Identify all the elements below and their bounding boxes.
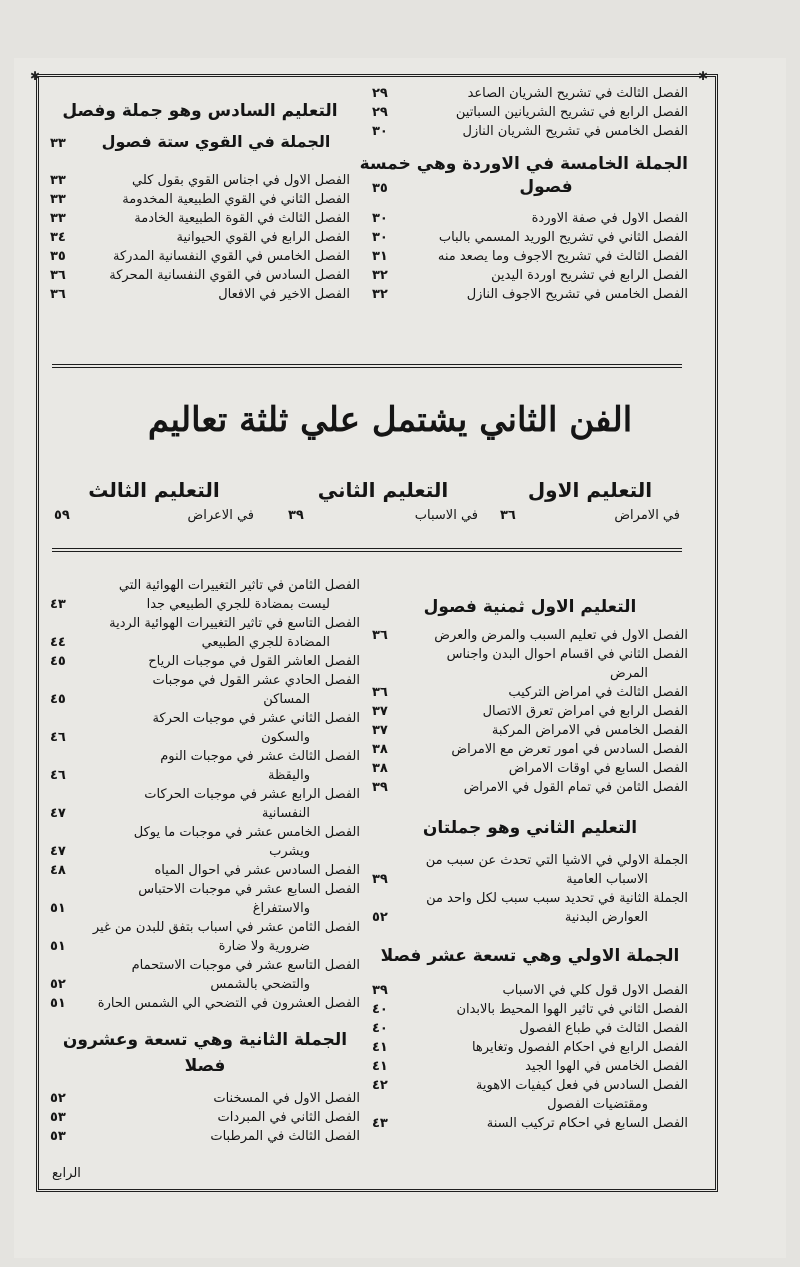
- toc-row: الفصل الثامن عشر في اسباب بتفق للبدن من غير: [92, 920, 360, 935]
- section-heading: التعليم الثاني وهو جملتان: [422, 818, 638, 838]
- toc-row: الفصل الرابع في القوي الحيوانية ٣٤: [50, 230, 350, 245]
- section-heading: الجملة الخامسة في الاوردة وهي خمسة: [359, 154, 688, 174]
- toc-row: الفصل التاسع في تاثير التغييرات الهوائية الردية: [109, 616, 360, 631]
- toc-row: الفصل الاول في المسخنات ٥٢: [50, 1091, 360, 1106]
- toc-row: ضرورية ولا ضارة ٥١: [50, 939, 310, 954]
- toc-row: الفصل الثالث في المرطبات ٥٣: [50, 1129, 360, 1144]
- corner-ornament: ✱: [30, 69, 41, 83]
- bottom-left-column: [50, 576, 360, 1146]
- bottom-right-column: [372, 594, 688, 1133]
- toc-row: النفسانية ٤٧: [50, 806, 310, 821]
- toc-row: الفصل الثالث في تشريح الشريان الصاعد ٢٩: [372, 86, 688, 101]
- toc-row: الفصل الخامس في تشريح الاجوف النازل ٣٢: [372, 287, 688, 302]
- toc-row: ليست بمضادة للجري الطبيعي جدا ٤٣: [50, 597, 330, 612]
- toc-row: الفصل السابع في احكام تركيب السنة ٤٣: [372, 1116, 688, 1131]
- section-divider: [52, 364, 682, 368]
- toc-row: الفصل الثاني في تشريح الوريد المسمي بالباب ٣٠: [372, 230, 688, 245]
- toc-row: الجملة الاولي في الاشيا التي تحدث عن سبب من: [425, 853, 688, 868]
- toc-row: المضادة للجري الطبيعي ٤٤: [50, 635, 330, 650]
- section-divider: [52, 548, 682, 552]
- part-title: الفن الثاني يشتمل علي ثلثة تعاليم: [147, 400, 633, 440]
- toc-row: الفصل الثالث عشر في موجبات النوم: [160, 749, 360, 764]
- toc-row: الفصل الثاني في القوي الطبيعية المخدومة ٣٣: [50, 192, 350, 207]
- toc-row: الفصل الخامس في القوي النفسانية المدركة ٣٥: [50, 249, 350, 264]
- toc-row: الفصل الاول في تعليم السبب والمرض والعرض ٣٦: [372, 628, 688, 643]
- toc-row: ويشرب ٤٧: [50, 844, 310, 859]
- toc-row: الفصل العشرون في التضحي الي الشمس الحارة ٥١: [50, 996, 360, 1011]
- toc-row: الفصل التاسع عشر في موجبات الاستحمام: [131, 958, 360, 973]
- section-heading: التعليم السادس وهو جملة وفصل: [62, 101, 338, 121]
- toc-row: الفصل الرابع في تشريح اوردة اليدين ٣٢: [372, 268, 688, 283]
- toc-row: الفصل الرابع في احكام الفصول وتغايرها ٤١: [372, 1040, 688, 1055]
- toc-row: والاستفراغ ٥١: [50, 901, 310, 916]
- toc-row: والسكون ٤٦: [50, 730, 310, 745]
- section-heading: الجملة الثانية وهي تسعة وعشرون: [62, 1030, 348, 1050]
- toc-row: الفصل الثاني في المبردات ٥٣: [50, 1110, 360, 1125]
- toc-row: الفصل الاخير في الافعال ٣٦: [50, 287, 350, 302]
- section-heading-line: فصول ٣٥: [372, 177, 573, 197]
- catchword: الرابع: [52, 1166, 81, 1181]
- toc-row: الفصل الخامس في الامراض المركبة ٣٧: [372, 723, 688, 738]
- toc-row: الفصل السابع عشر في موجبات الاحتباس: [138, 882, 360, 897]
- toc-row: الفصل الرابع في امراض تعرق الاتصال ٣٧: [372, 704, 688, 719]
- top-right-column: [359, 84, 688, 304]
- toc-row: الفصل السادس في امور تعرض مع الامراض ٣٨: [372, 742, 688, 757]
- toc-row: الفصل الثالث في تشريح الاجوف وما يصعد منه ٣١: [372, 249, 688, 264]
- section-subheading: الجملة في القوي ستة فصول ٣٣: [50, 132, 331, 151]
- corner-ornament: ✱: [698, 69, 709, 83]
- toc-row: والتضحي بالشمس ٥٢: [50, 977, 310, 992]
- toc-row: الفصل الثالث في طباع الفصول ٤٠: [372, 1021, 688, 1036]
- toc-row: الفصل الاول في صفة الاوردة ٣٠: [372, 211, 688, 226]
- toc-row: الفصل السادس عشر في احوال المياه ٤٨: [50, 863, 360, 878]
- toc-row: الفصل الاول في اجناس القوي بقول كلي ٣٣: [50, 173, 350, 188]
- toc-row: الفصل الثامن في تمام القول في الامراض ٣٩: [372, 780, 688, 795]
- toc-row: الجملة الثانية في تحديد سبب سبب لكل واحد من: [426, 891, 688, 906]
- toc-row: العوارض البدنية ٥٢: [372, 910, 648, 925]
- toc-row: الفصل الخامس في الهوا الجيد ٤١: [372, 1059, 688, 1074]
- toc-row: الفصل الثالث في القوة الطبيعية الخادمة ٣٣: [50, 211, 350, 226]
- toc-row: الفصل الثاني عشر في موجبات الحركة: [152, 711, 360, 726]
- toc-row: الفصل الرابع في تشريح الشريانين السباتين ٢٩: [372, 105, 688, 120]
- toc-row: الفصل السادس في فعل كيفيات الاهوية ٤٢: [372, 1078, 688, 1093]
- toc-row: الفصل الحادي عشر القول في موجبات: [152, 673, 360, 688]
- toc-row: الفصل السادس في القوي النفسانية المحركة ٣٦: [50, 268, 350, 283]
- teaching-3: التعليم الثالث في الاعراض ٥٩: [54, 478, 254, 523]
- toc-row: واليقظة ٤٦: [50, 768, 310, 783]
- toc-row: الاسباب العامية ٣٩: [372, 872, 648, 887]
- toc-row: الفصل الاول قول كلي في الاسباب ٣٩: [372, 983, 688, 998]
- teaching-1: التعليم الاول في الامراض ٣٦: [500, 478, 680, 523]
- teaching-2: التعليم الثاني في الاسباب ٣٩: [288, 478, 478, 523]
- section-heading-line: فصلا: [184, 1056, 226, 1076]
- toc-row: الفصل الثامن في تاثير التغييرات الهوائية التي: [118, 578, 360, 593]
- top-left-column: [50, 98, 350, 304]
- toc-row: الفصل الخامس في تشريح الشريان النازل ٣٠: [372, 124, 688, 139]
- toc-row: المساكن ٤٥: [50, 692, 310, 707]
- toc-row: الفصل العاشر القول في موجبات الرياح ٤٥: [50, 654, 360, 669]
- toc-row-continuation: المرض: [610, 666, 648, 681]
- toc-row: الفصل الخامس عشر في موجبات ما يوكل: [133, 825, 360, 840]
- toc-row: الفصل الثاني في تاثير الهوا المحيط بالابدان ٤٠: [372, 1002, 688, 1017]
- toc-row: الفصل الثالث في امراض التركيب ٣٦: [372, 685, 688, 700]
- toc-row: الفصل السابع في اوقات الامراض ٣٨: [372, 761, 688, 776]
- toc-row: الفصل الرابع عشر في موجبات الحركات: [144, 787, 360, 802]
- toc-row: الفصل الثاني في اقسام احوال البدن واجناس: [446, 647, 688, 662]
- section-heading: التعليم الاول ثمنية فصول: [423, 597, 637, 617]
- section-heading: الجملة الاولي وهي تسعة عشر فصلا: [380, 946, 680, 966]
- toc-row-continuation: ومقتضيات الفصول: [547, 1097, 648, 1112]
